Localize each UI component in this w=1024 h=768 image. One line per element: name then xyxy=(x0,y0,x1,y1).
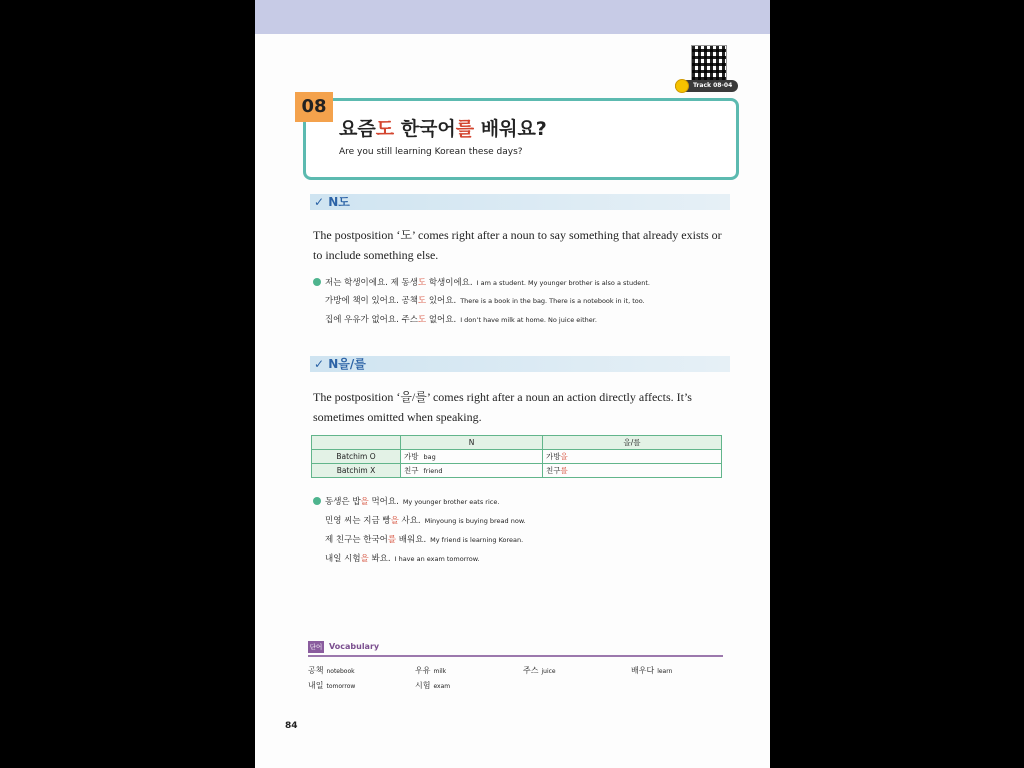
track-label: Track 08-04 xyxy=(693,82,733,89)
section-heading-n-do: ✓ N도 xyxy=(310,194,730,210)
vocab-word: 공책 notebook xyxy=(308,666,355,675)
batchim-table xyxy=(311,435,722,478)
vocab-word: 우유 milk xyxy=(415,666,447,675)
example-sentence: 제 친구는 한국어를 배워요. My friend is learning Korean. xyxy=(325,535,524,545)
table-row: Batchim X 친구 friend 친구를 xyxy=(312,464,722,478)
table-header-row: N 을/를 xyxy=(312,436,722,450)
vocab-word: 시험 exam xyxy=(415,681,451,690)
example-icon xyxy=(313,278,321,286)
vocab-word: 내일 tomorrow xyxy=(308,681,356,690)
lesson-title: 요즘도 한국어를 배워요? xyxy=(339,118,547,140)
example-sentence: 민영 씨는 지금 빵을 사요. Minyoung is buying bread now. xyxy=(325,516,526,526)
lesson-subtitle: Are you still learning Korean these days? xyxy=(339,147,523,157)
track-badge[interactable] xyxy=(675,80,738,92)
qr-code-icon[interactable] xyxy=(691,45,727,81)
vocab-word: 주스 juice xyxy=(523,666,556,675)
top-color-band xyxy=(255,0,770,34)
cd-icon xyxy=(675,79,689,93)
example-sentence: 저는 학생이에요. 제 동생도 학생이에요. I am a student. My younger brother is also a student. xyxy=(313,276,650,290)
table-row: Batchim O 가방 bag 가방을 xyxy=(312,450,722,464)
example-icon xyxy=(313,497,321,505)
section2-paragraph: The postposition ‘을/를’ comes right after a noun an action directly affects. It’s sometimes omitted when speaking. xyxy=(313,390,692,424)
example-sentence: 내일 시험을 봐요. I have an exam tomorrow. xyxy=(325,554,480,564)
example-sentence: 동생은 밥을 먹어요. My younger brother eats rice. xyxy=(313,495,499,509)
textbook-page xyxy=(255,0,770,768)
lesson-number: 08 xyxy=(295,92,333,122)
page-number: 84 xyxy=(285,721,298,731)
section1-paragraph: The postposition ‘도’ comes right after a noun to say something that already exists or to include something else. xyxy=(313,228,722,262)
vocab-label: Vocabulary xyxy=(329,642,380,651)
example-sentence: 집에 우유가 없어요. 주스도 없어요. I don’t have milk at home. No juice either. xyxy=(325,315,597,325)
example-sentence: 가방에 책이 있어요. 공책도 있어요. There is a book in the bag. There is a notebook in it, too. xyxy=(325,296,645,306)
vocab-divider xyxy=(308,655,723,657)
vocab-tag: 단어 xyxy=(309,643,323,651)
section-heading-n-eul-reul: ✓ N을/를 xyxy=(310,356,730,372)
vocab-word: 배우다 learn xyxy=(631,666,673,675)
